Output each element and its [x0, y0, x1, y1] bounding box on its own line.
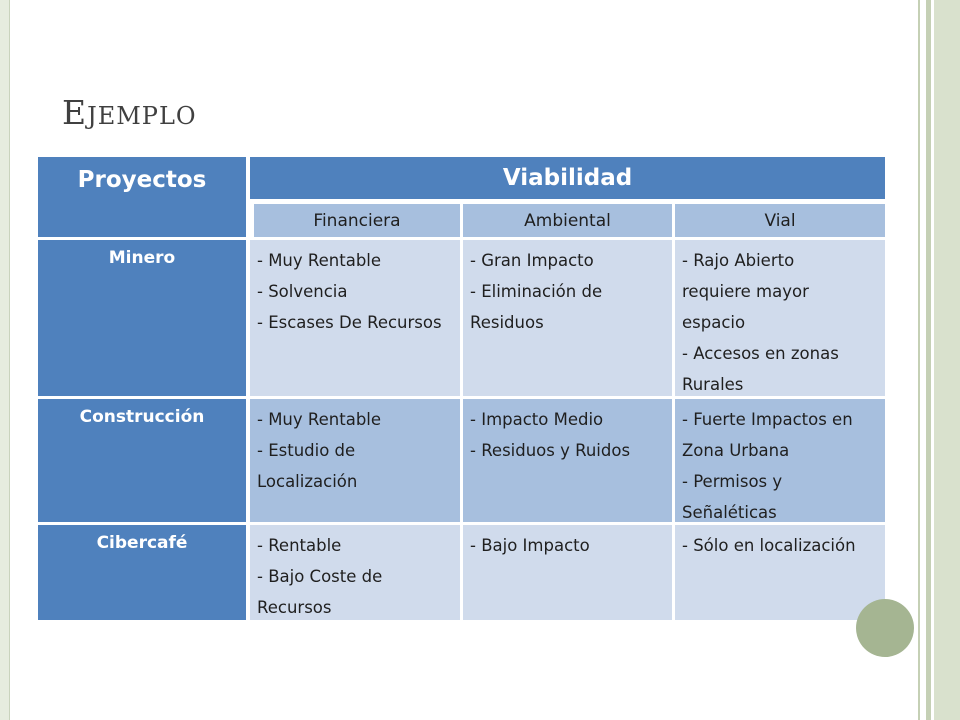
row-header-construccion-label: Construcción	[79, 407, 205, 427]
slide-title-initial: E	[62, 93, 88, 132]
cell-line: - Rentable	[257, 536, 342, 555]
frame-stripe	[934, 0, 960, 720]
row-header-construccion	[38, 399, 246, 522]
cell-construccion-vial	[675, 399, 885, 522]
frame-stripe	[918, 0, 920, 720]
cell-line: - Sólo en localización	[682, 536, 856, 555]
cell-line: - Permisos y	[682, 472, 783, 491]
header-viability-label: Viabilidad	[502, 165, 633, 191]
cell-line: Localización	[257, 472, 358, 491]
cell-line: - Accesos en zonas	[682, 344, 839, 363]
cell-minero-financiera	[250, 240, 460, 396]
row-header-minero-label: Minero	[108, 248, 176, 268]
decorative-accent-circle	[856, 599, 914, 657]
cell-minero-vial	[675, 240, 885, 396]
cell-line: - Estudio de	[257, 441, 356, 460]
cell-line: Zona Urbana	[682, 441, 790, 460]
left-frame-border	[0, 0, 10, 720]
row-header-minero	[38, 240, 246, 396]
cell-line: - Rajo Abierto	[682, 251, 795, 270]
cell-construccion-financiera	[250, 399, 460, 522]
slide-title-rest: JEMPLO	[87, 102, 197, 130]
cell-line: Señaléticas	[682, 503, 777, 522]
subheader-financiera-label: Financiera	[313, 210, 401, 231]
cell-line: Residuos	[470, 313, 544, 332]
cell-line: - Muy Rentable	[257, 410, 382, 429]
right-frame-border	[918, 0, 960, 720]
subheader-vial-label: Vial	[764, 210, 796, 231]
cell-line: Rurales	[682, 375, 744, 394]
cell-line: Recursos	[257, 598, 332, 617]
subheader-vial	[675, 204, 885, 237]
cell-cibercafe-ambiental	[463, 525, 672, 620]
slide-title	[62, 93, 197, 132]
row-header-cibercafe	[38, 525, 246, 620]
cell-minero-ambiental	[463, 240, 672, 396]
frame-stripe	[926, 0, 931, 720]
cell-line: requiere mayor	[682, 282, 809, 301]
header-viability	[250, 157, 885, 199]
cell-line: - Escases De Recursos	[257, 313, 442, 332]
subheader-ambiental	[463, 204, 672, 237]
subheader-financiera	[254, 204, 460, 237]
cell-line: - Solvencia	[257, 282, 348, 301]
cell-cibercafe-financiera	[250, 525, 460, 620]
cell-line: - Muy Rentable	[257, 251, 382, 270]
viability-table	[38, 157, 885, 622]
header-projects	[38, 157, 246, 237]
cell-line: espacio	[682, 313, 746, 332]
header-projects-label: Proyectos	[77, 167, 207, 193]
cell-line: - Bajo Impacto	[470, 536, 590, 555]
subheader-ambiental-label: Ambiental	[524, 210, 611, 231]
cell-cibercafe-vial	[675, 525, 885, 620]
cell-construccion-ambiental	[463, 399, 672, 522]
cell-line: - Residuos y Ruidos	[470, 441, 631, 460]
cell-line: - Gran Impacto	[470, 251, 594, 270]
cell-line: - Impacto Medio	[470, 410, 604, 429]
cell-line: - Bajo Coste de	[257, 567, 383, 586]
cell-line: - Fuerte Impactos en	[682, 410, 853, 429]
cell-line: - Eliminación de	[470, 282, 603, 301]
row-header-cibercafe-label: Cibercafé	[96, 533, 188, 553]
